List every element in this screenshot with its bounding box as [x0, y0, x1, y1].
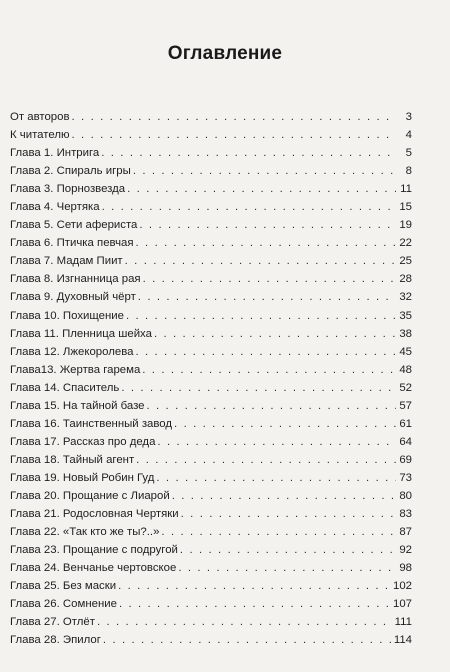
toc-entry-page-number: 28: [399, 273, 412, 286]
toc-entry: [10, 505, 412, 523]
toc-entry-page-number: 19: [399, 219, 412, 232]
toc-entry-title: Глава 18. Тайный агент: [10, 453, 135, 466]
toc-entry-title: От авторов: [10, 111, 70, 123]
toc-entry: [10, 180, 412, 198]
toc-entry-title: Глава 26. Сомнение: [10, 598, 117, 611]
toc-dot-leader: [127, 180, 396, 198]
toc-entry: [10, 631, 412, 649]
toc-entry-title: Глава 14. Спаситель: [10, 381, 120, 394]
toc-entry: [10, 397, 412, 415]
toc-entry-page-number: 102: [392, 580, 412, 593]
toc-entry: [10, 162, 412, 180]
toc-entry-page-number: 35: [399, 309, 412, 322]
toc-entry: [10, 469, 412, 487]
toc-entry-page-number: 25: [399, 255, 412, 268]
toc-entry: [10, 216, 412, 234]
toc-dot-leader: [147, 397, 397, 415]
toc-dot-leader: [135, 343, 396, 361]
toc-entry: [10, 451, 412, 469]
toc-entry-title: Глава 9. Духовный чёрт: [10, 291, 136, 304]
toc-entry: [10, 252, 412, 270]
toc-dot-leader: [97, 613, 393, 631]
toc-entry-title: Глава 19. Новый Робин Гуд: [10, 471, 155, 484]
toc-dot-leader: [161, 523, 396, 541]
toc-dot-leader: [72, 126, 396, 144]
toc-entry-page-number: 5: [405, 147, 412, 160]
toc-entry: [10, 108, 412, 126]
toc-entry-page-number: 48: [399, 363, 412, 376]
toc-entry-title: Глава 17. Рассказ про деда: [10, 435, 156, 448]
toc-entry-page-number: 22: [399, 237, 412, 250]
toc-entry-title: Глава 28. Эпилог: [10, 634, 101, 647]
toc-entry-title: Глава 15. На тайной базе: [10, 399, 145, 412]
toc-entry-page-number: 98: [399, 562, 412, 575]
toc-dot-leader: [118, 577, 391, 595]
toc-entry-page-number: 73: [399, 471, 412, 484]
toc-entry-page-number: 32: [399, 291, 412, 304]
toc-entry-page-number: 80: [399, 489, 412, 502]
toc-entry-title: Глава 7. Мадам Пиит: [10, 255, 123, 268]
toc-entry-title: Глава 27. Отлёт: [10, 616, 95, 629]
toc-dot-leader: [125, 252, 396, 270]
toc-entry: [10, 523, 412, 541]
toc-entry: [10, 198, 412, 216]
toc-entry-page-number: 83: [399, 508, 412, 521]
toc-entry-page-number: 11: [400, 183, 412, 196]
toc-entry-page-number: 61: [399, 417, 412, 430]
toc-dot-leader: [142, 361, 396, 379]
toc-entry-page-number: 87: [399, 526, 412, 539]
toc-dot-leader: [121, 379, 396, 397]
toc-entry: [10, 487, 412, 505]
toc-entry-page-number: 45: [399, 345, 412, 358]
toc-dot-leader: [101, 144, 396, 162]
toc-entry-page-number: 38: [399, 327, 412, 340]
toc-entry-page-number: 57: [399, 399, 412, 412]
toc-entry-page-number: 8: [405, 165, 412, 178]
toc-entry-title: Глава 12. Лжекоролева: [10, 345, 134, 358]
toc-entry: [10, 379, 412, 397]
toc-dot-leader: [154, 325, 396, 343]
toc-entry: [10, 288, 412, 306]
toc-dot-leader: [72, 108, 396, 126]
toc-dot-leader: [133, 162, 396, 180]
toc-entry-page-number: 114: [393, 634, 412, 647]
toc-entry-title: Глава 4. Чертяка: [10, 201, 100, 214]
toc-entry: [10, 144, 412, 162]
toc-entry-title: Глава 23. Прощание с подругой: [10, 544, 178, 557]
toc-dot-leader: [174, 415, 396, 433]
toc-dot-leader: [157, 433, 396, 451]
toc-entry-title: Глава 24. Венчанье чертовское: [10, 562, 177, 575]
toc-entry: [10, 307, 412, 325]
toc-entry-page-number: 69: [399, 453, 412, 466]
toc-entry-page-number: 111: [394, 616, 412, 629]
toc-entry-title: Глава 5. Сети афериста: [10, 219, 138, 232]
toc-entry-title: К читателю: [10, 129, 70, 142]
toc-entry-title: Глава 3. Порнозвезда: [10, 183, 126, 196]
toc-entry: [10, 343, 412, 361]
toc-dot-leader: [180, 541, 396, 559]
toc-dot-leader: [138, 288, 396, 306]
toc-entry-title: Глава13. Жертва гарема: [10, 363, 141, 376]
toc-dot-leader: [103, 631, 392, 649]
toc-entry-title: Глава 8. Изгнанница рая: [10, 273, 141, 286]
toc-dot-leader: [172, 487, 396, 505]
table-of-contents: [10, 108, 412, 649]
toc-entry: [10, 415, 412, 433]
toc-entry-page-number: 52: [399, 381, 412, 394]
toc-entry: [10, 234, 412, 252]
toc-entry-title: Глава 20. Прощание с Лиарой: [10, 489, 170, 502]
toc-entry: [10, 325, 412, 343]
toc-dot-leader: [126, 307, 396, 325]
toc-dot-leader: [139, 216, 396, 234]
toc-dot-leader: [136, 451, 396, 469]
toc-entry-title: Глава 6. Птичка певчая: [10, 237, 134, 250]
toc-entry: [10, 613, 412, 631]
toc-entry-page-number: 15: [399, 201, 412, 214]
toc-dot-leader: [119, 595, 391, 613]
toc-entry-page-number: 64: [399, 435, 412, 448]
toc-entry: [10, 595, 412, 613]
toc-entry-title: Глава 16. Таинственный завод: [10, 417, 173, 430]
toc-entry-title: Глава 21. Родословная Чертяки: [10, 508, 179, 521]
toc-entry: [10, 577, 412, 595]
toc-entry: [10, 433, 412, 451]
toc-dot-leader: [181, 505, 396, 523]
toc-dot-leader: [178, 559, 396, 577]
toc-entry: [10, 559, 412, 577]
toc-entry-page-number: 3: [405, 111, 412, 123]
toc-dot-leader: [136, 234, 396, 252]
toc-entry-page-number: 107: [392, 598, 412, 611]
page-title: Оглавление: [167, 43, 283, 64]
toc-entry-title: Глава 10. Похищение: [10, 309, 124, 322]
toc-entry: [10, 361, 412, 379]
toc-entry-title: Глава 2. Спираль игры: [10, 165, 131, 178]
toc-entry-title: Глава 11. Пленница шейха: [10, 327, 152, 340]
toc-entry-title: Глава 22. «Так кто же ты?..»: [10, 526, 160, 539]
toc-dot-leader: [102, 198, 396, 216]
toc-entry: [10, 126, 412, 144]
toc-dot-leader: [143, 270, 396, 288]
toc-entry-page-number: 92: [399, 544, 412, 557]
toc-entry: [10, 270, 412, 288]
toc-entry: [10, 541, 412, 559]
toc-entry-title: Глава 1. Интрига: [10, 147, 100, 160]
toc-entry-page-number: 4: [405, 129, 412, 142]
toc-entry-title: Глава 25. Без маски: [10, 580, 117, 593]
toc-dot-leader: [156, 469, 396, 487]
